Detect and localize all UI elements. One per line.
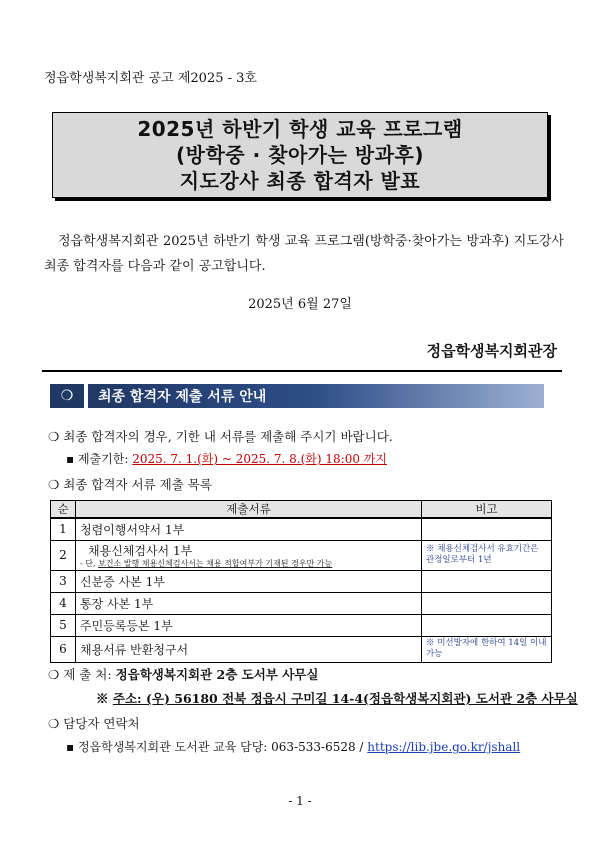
section-marker-icon: ❍	[50, 384, 84, 408]
square-bullet-icon: ▪	[66, 452, 75, 466]
row-no: 3	[51, 570, 76, 592]
address-line	[96, 689, 578, 707]
list-heading	[48, 475, 212, 493]
deadline-label: 제출기한:	[77, 452, 129, 466]
table-row	[51, 636, 552, 662]
contact-heading	[48, 714, 140, 732]
announcement-date: 2025년 6월 27일	[248, 297, 352, 312]
submit-notice-text: 최종 합격자의 경우, 기한 내 서류를 제출해 주시기 바랍니다.	[63, 429, 393, 444]
section-header	[50, 384, 544, 408]
deadline-value: 2025. 7. 1.(화) ~ 2025. 7. 8.(화) 18:00 까지	[132, 452, 387, 466]
row-doc-cell	[76, 540, 422, 570]
circle-bullet-icon: ❍	[48, 716, 60, 731]
divider	[42, 370, 562, 372]
table-row	[51, 570, 552, 592]
table-row	[51, 518, 552, 540]
place-label: 제 출 처:	[63, 667, 112, 682]
row-no: 4	[51, 592, 76, 614]
row-doc-subnote	[80, 559, 417, 569]
row-doc: 통장 사본 1부	[76, 592, 422, 614]
note-mark-icon: ※	[96, 691, 109, 706]
title-line-3: 지도강사 최종 합격자 발표	[179, 169, 421, 193]
row-doc: 청렴이행서약서 1부	[76, 518, 422, 540]
title-box	[52, 112, 548, 198]
row-doc: 채용서류 반환청구서	[76, 636, 422, 662]
circle-bullet-icon: ❍	[48, 429, 60, 444]
row-no: 1	[51, 518, 76, 540]
circle-bullet-icon: ❍	[48, 477, 60, 492]
page-number: - 1 -	[288, 794, 312, 808]
row-no: 6	[51, 636, 76, 662]
table-header-row	[51, 501, 552, 519]
documents-table	[50, 500, 552, 663]
row-note	[422, 614, 552, 636]
table-row	[51, 614, 552, 636]
row-doc: 채용신체검사서 1부	[88, 543, 193, 558]
header-note: 비고	[422, 501, 552, 519]
header-no: 순	[51, 501, 76, 519]
row-note	[422, 570, 552, 592]
title-line-2: (방학중 · 찾아가는 방과후)	[176, 143, 424, 167]
signatory: 정읍학생복지회관장	[426, 342, 557, 360]
deadline	[66, 450, 387, 467]
contact-line	[66, 738, 520, 755]
row-note: ※ 채용신체검사서 유효기간은 관정일로부터 1년	[422, 540, 552, 570]
contact-text: 정읍학생복지회관 도서관 교육 담당: 063-533-6528 /	[77, 740, 364, 754]
intro-paragraph	[44, 229, 564, 279]
row-note	[422, 518, 552, 540]
row-doc: 주민등록등본 1부	[76, 614, 422, 636]
submission-place	[48, 665, 318, 683]
table-row	[51, 592, 552, 614]
document-number: 정읍학생복지회관 공고 제2025 - 3호	[44, 71, 257, 86]
section-title: 최종 합격자 제출 서류 안내	[88, 384, 544, 408]
row-doc: 신분증 사본 1부	[76, 570, 422, 592]
list-heading-text: 최종 합격자 서류 제출 목록	[63, 477, 212, 492]
submit-notice	[48, 427, 393, 445]
title-line-1: 2025년 하반기 학생 교육 프로그램	[137, 117, 463, 141]
circle-bullet-icon: ❍	[48, 667, 60, 682]
place-value: 정읍학생복지회관 2층 도서부 사무실	[115, 667, 319, 682]
subnote-underlined: 보건소 발행 채용신체검사서는 채용 적합여부가 기재된 경우만 가능	[98, 558, 333, 568]
header-doc: 제출서류	[76, 501, 422, 519]
address-text: 주소: (우) 56180 전북 정읍시 구미길 14-4(정읍학생복지회관) 도서관 2층 사무실	[112, 691, 578, 706]
table-row	[51, 540, 552, 570]
contact-heading-text: 담당자 연락처	[63, 716, 140, 731]
row-note	[422, 592, 552, 614]
square-bullet-icon: ▪	[66, 740, 75, 754]
row-no: 5	[51, 614, 76, 636]
row-note: ※ 미선발자에 한하여 14일 이내 가능	[422, 636, 552, 662]
contact-link[interactable]: https://lib.jbe.go.kr/jshall	[367, 740, 521, 754]
row-no: 2	[51, 540, 76, 570]
subnote-prefix: - 단,	[80, 558, 96, 568]
intro-text: 정읍학생복지회관 2025년 하반기 학생 교육 프로그램(방학중·찾아가는 방과후) 지도강사 최종 합격자를 다음과 같이 공고합니다.	[44, 234, 564, 274]
